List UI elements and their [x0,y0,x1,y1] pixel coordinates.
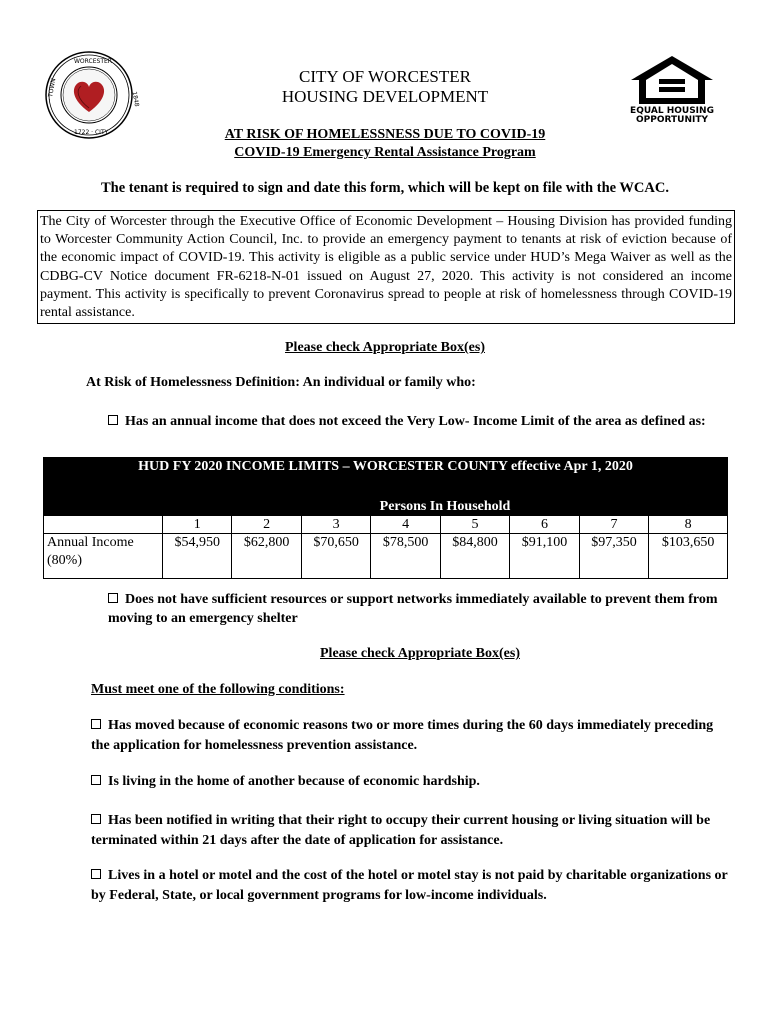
title-line2: HOUSING DEVELOPMENT [281,87,489,106]
subtitle-line2: COVID-19 Emergency Rental Assistance Program [234,145,536,160]
option-income-limit-text: Has an annual income that does not exceed the Very Low- Income Limit of the area as defined as: [125,414,706,429]
condition-living-with-another [91,772,731,792]
annual-income-label: Annual Income (80%) [44,534,163,579]
persons-count: 6 [510,516,579,534]
table-corner-cell [44,516,163,534]
persons-count: 8 [649,516,728,534]
persons-count: 2 [232,516,301,534]
svg-text:1722 · CITY: 1722 · CITY [74,129,109,136]
checkbox-hotel-motel[interactable] [91,869,101,879]
persons-in-household-header: Persons In Household [163,477,728,516]
checkbox-moved[interactable] [91,719,101,729]
check-boxes-instruction-1: Please check Appropriate Box(es) [285,340,485,355]
income-value: $91,100 [510,534,579,579]
intro-paragraph: The City of Worcester through the Executive Office of Economic Development – Housing Division has provided funding to Worcester Community Action Council, Inc. to provide an emergency payment to tenants at risk of eviction because of the economic impact of COVID-19. This activity is eligible as a public service under HUD’s Mega Waiver as well as the CDBG-CV Notice document FR-6218-N-01 issued on August 27, 2020. This activity is not considered an income payment. This activity is specifically to prevent Coronavirus spread to people at risk of homelessness through COVID-19 rental assistance. [40,214,732,321]
condition-living-with-another-text: Is living in the home of another because of economic hardship. [108,774,480,789]
svg-text:· TOWN ·: · TOWN · [46,74,59,102]
income-value: $54,950 [163,534,232,579]
persons-count: 1 [163,516,232,534]
income-value: $84,800 [440,534,509,579]
option-no-resources [108,590,728,628]
equal-housing-opportunity-logo [625,54,719,124]
persons-count: 7 [579,516,648,534]
tenant-notice: The tenant is required to sign and date this form, which will be kept on file with the WCAC. [101,180,669,196]
income-limits-table [43,457,728,579]
intro-paragraph-box [37,210,735,324]
income-value: $70,650 [301,534,370,579]
condition-moved [91,716,731,756]
svg-text:WORCESTER: WORCESTER [74,58,112,65]
title-line1: CITY OF WORCESTER [299,67,471,86]
condition-moved-text: Has moved because of economic reasons two or more times during the 60 days immediately preceding the application for homelessness prevention assistance. [91,718,714,753]
checkbox-no-resources[interactable] [108,593,118,603]
eho-text-line2: OPPORTUNITY [635,115,709,125]
eho-text-line1: EQUAL HOUSING [630,106,714,116]
option-income-limit [108,412,728,431]
option-no-resources-text: Does not have sufficient resources or support networks immediately available to prevent them from moving to an emergency shelter [108,592,718,626]
checkbox-notified-termination[interactable] [91,814,101,824]
condition-hotel-motel [91,866,731,906]
city-seal-logo [44,50,141,140]
checkbox-living-with-another[interactable] [91,775,101,785]
persons-count: 4 [371,516,440,534]
income-value: $103,650 [649,534,728,579]
at-risk-definition: At Risk of Homelessness Definition: An individual or family who: [86,375,476,390]
condition-notified-termination [91,811,731,851]
income-table-title: HUD FY 2020 INCOME LIMITS – WORCESTER COUNTY effective Apr 1, 2020 [44,458,728,477]
income-value: $97,350 [579,534,648,579]
checkbox-income-limit[interactable] [108,415,118,425]
table-header-blank [44,477,163,516]
income-value: $78,500 [371,534,440,579]
persons-count: 5 [440,516,509,534]
income-value: $62,800 [232,534,301,579]
condition-hotel-motel-text: Lives in a hotel or motel and the cost of the hotel or motel stay is not paid by charitable organizations or by Federal, State, or local government programs for low-income individuals. [91,868,728,903]
condition-notified-termination-text: Has been notified in writing that their right to occupy their current housing or living situation will be terminated within 21 days after the date of application for assistance. [91,813,711,848]
must-meet-heading: Must meet one of the following conditions: [91,682,345,697]
subtitle-line1: AT RISK OF HOMELESSNESS DUE TO COVID-19 [224,127,546,142]
check-boxes-instruction-2: Please check Appropriate Box(es) [320,646,520,661]
persons-count: 3 [301,516,370,534]
svg-text:1848: 1848 [130,90,141,108]
